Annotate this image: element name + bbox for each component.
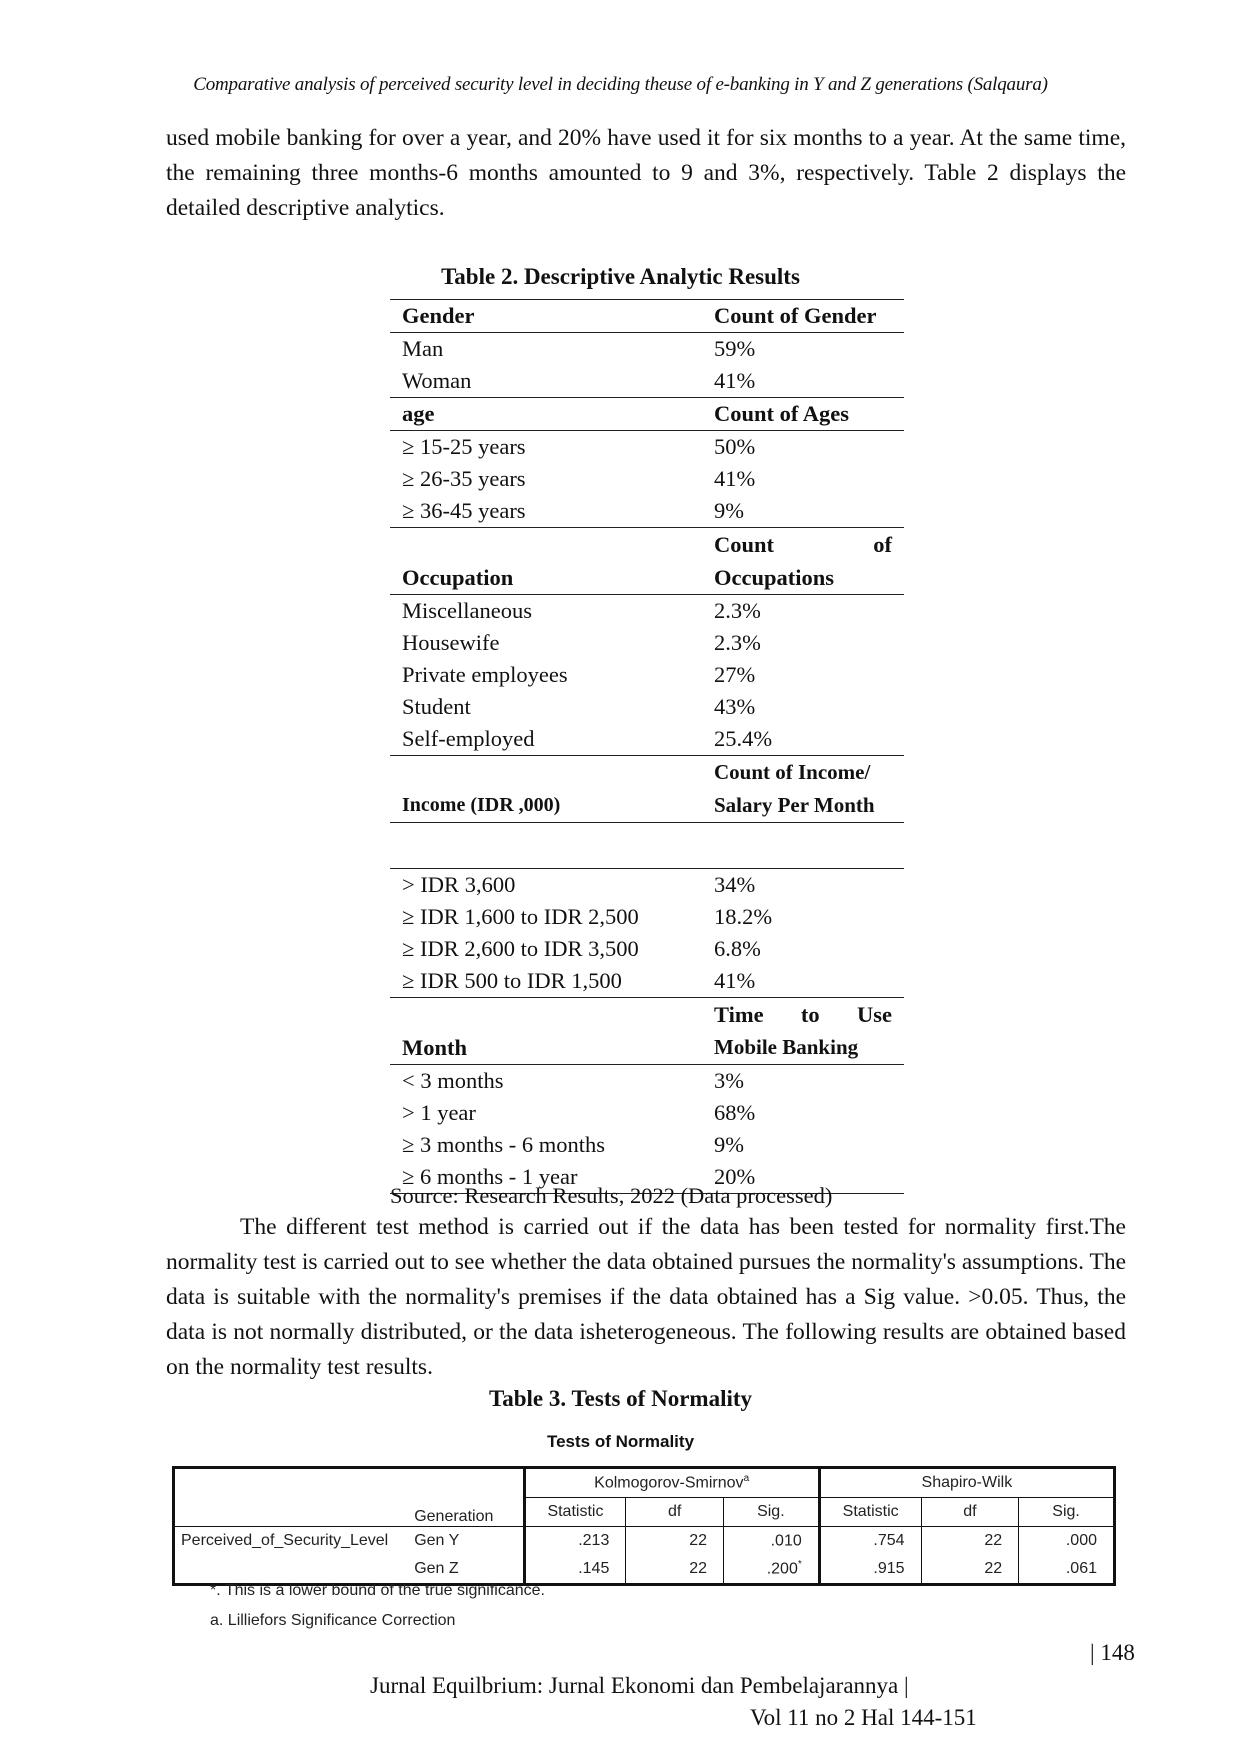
- table-cell: > 1 year: [402, 1100, 476, 1125]
- table-cell: Housewife: [402, 630, 500, 655]
- table-cell: Private employees: [402, 662, 568, 687]
- table-cell: Miscellaneous: [402, 598, 532, 623]
- table-cell: Gen Z: [414, 1560, 459, 1577]
- table-cell: .915: [819, 1555, 921, 1585]
- header-cell: age: [390, 398, 702, 431]
- footnote: a. Lilliefors Significance Correction: [210, 1612, 456, 1629]
- table-row: [174, 1527, 1115, 1556]
- table-cell: .213: [524, 1527, 626, 1556]
- table-row: [390, 823, 904, 869]
- header-text: Count of Income/: [714, 760, 871, 784]
- spss-title: Tests of Normality: [546, 1432, 695, 1451]
- header-cell: Income (IDR ,000): [390, 756, 702, 823]
- table-cell: 41%: [702, 365, 904, 398]
- header-text: Salary Per Month: [714, 793, 875, 817]
- table-cell: 50%: [714, 434, 756, 459]
- table-row: [174, 1468, 1115, 1498]
- table-cell: .061: [1019, 1555, 1115, 1585]
- running-header: Comparative analysis of perceived security level in deciding theuse of e-banking in Y and Z generations (Salqaura): [193, 74, 1048, 95]
- footnote-marker: *: [797, 1559, 802, 1571]
- table-row: [390, 627, 904, 659]
- table2-caption: Table 2. Descriptive Analytic Results: [441, 264, 800, 289]
- table-cell: 3%: [714, 1068, 744, 1093]
- table-cell: ≥ IDR 500 to IDR 1,500: [390, 965, 702, 998]
- footnote: *. This is a lower bound of the true significance.: [210, 1582, 545, 1599]
- table-cell: 59%: [714, 336, 756, 361]
- variable-name: Perceived_of_Security_Level: [174, 1527, 409, 1585]
- table-cell: 2.3%: [714, 598, 761, 623]
- table-row: [390, 1097, 904, 1129]
- table-cell: < 3 months: [402, 1068, 504, 1093]
- table3-caption: Table 3. Tests of Normality: [488, 1386, 753, 1411]
- table-row: [174, 1498, 1115, 1527]
- table-cell: ≥ 36-45 years: [390, 495, 702, 528]
- table-cell: 18.2%: [714, 904, 773, 929]
- table-cell: 9%: [714, 1132, 744, 1157]
- table-cell: ≥ 15-25 years: [402, 434, 526, 459]
- table-row: [390, 901, 904, 933]
- table-cell: 22: [626, 1555, 724, 1585]
- column-header: Sig.: [1019, 1498, 1115, 1527]
- table-cell: [723, 1555, 819, 1585]
- table-cell: 22: [921, 1555, 1019, 1585]
- group-header: Shapiro-Wilk: [819, 1468, 1114, 1498]
- header-cell: [702, 998, 904, 1065]
- table-cell: 2.3%: [714, 630, 761, 655]
- table-cell: 25.4%: [702, 723, 904, 756]
- generation-label: Generation: [414, 1508, 494, 1525]
- table-cell: 22: [921, 1527, 1019, 1556]
- table-cell: 9%: [702, 495, 904, 528]
- table-row: [390, 998, 904, 1065]
- table-cell: 41%: [714, 466, 756, 491]
- table-cell: 34%: [714, 872, 756, 897]
- table-cell: [174, 1498, 409, 1527]
- table-cell: Woman: [390, 365, 702, 398]
- table-cell: 20%: [702, 1161, 904, 1194]
- table-cell: ≥ 3 months - 6 months: [402, 1132, 605, 1157]
- column-header: df: [921, 1498, 1019, 1527]
- table-row: [390, 463, 904, 495]
- table-row: [390, 1129, 904, 1161]
- table-cell: 6.8%: [714, 936, 761, 961]
- header-text: to: [800, 1002, 820, 1027]
- cell-value: .010: [770, 1532, 802, 1550]
- table-cell: [174, 1468, 525, 1498]
- header-cell: Gender: [390, 300, 702, 333]
- journal-line: Jurnal Equilbrium: Jurnal Ekonomi dan Pembelajarannya |: [370, 1673, 909, 1698]
- table-cell: Self-employed: [390, 723, 702, 756]
- paragraph-intro: used mobile banking for over a year, and 20% have used it for six months to a year. At the same time, the remaining three months-6 months amounted to 9 and 3%, respectively. Table 2 displays the detailed descriptive analytics.: [166, 125, 1126, 221]
- table-row: [390, 300, 904, 333]
- table-cell: 27%: [714, 662, 756, 687]
- group-header-text: Kolmogorov-Smirnov: [594, 1474, 744, 1492]
- column-header: Sig.: [723, 1498, 819, 1527]
- table-row: [390, 528, 904, 595]
- header-text: of: [873, 532, 892, 557]
- table-cell: [723, 1527, 819, 1556]
- header-text: Occupations: [714, 565, 835, 590]
- journal-footer: [370, 1670, 977, 1734]
- header-cell: [702, 756, 904, 823]
- table-row: [390, 398, 904, 431]
- table-cell: Student: [402, 694, 471, 719]
- table-row: [390, 431, 904, 464]
- table-cell: 41%: [702, 965, 904, 998]
- table-cell: Gen Y: [408, 1527, 524, 1556]
- group-header: [524, 1468, 819, 1498]
- table-row: [390, 723, 904, 756]
- table-cell: .145: [524, 1555, 626, 1585]
- page-number: | 148: [1090, 1640, 1135, 1665]
- table-cell: Man: [402, 336, 444, 361]
- normality-table: [172, 1466, 1116, 1586]
- table-row: [390, 495, 904, 528]
- header-cell: Count of Gender: [702, 300, 904, 333]
- table-row: [390, 595, 904, 628]
- table-cell: .754: [819, 1527, 921, 1556]
- header-cell: [702, 528, 904, 595]
- table-row: [390, 365, 904, 398]
- header-cell: Occupation: [390, 528, 702, 595]
- column-header: df: [626, 1498, 724, 1527]
- table-row: [390, 869, 904, 902]
- cell-value: .200: [766, 1560, 798, 1578]
- column-header: Statistic: [524, 1498, 626, 1527]
- table-cell: ≥ IDR 2,600 to IDR 3,500: [402, 936, 639, 961]
- table-cell: [702, 823, 904, 869]
- table2-source: Source: Research Results, 2022 (Data processed): [390, 1183, 833, 1208]
- header-cell: Month: [390, 998, 702, 1065]
- table-cell: > IDR 3,600: [402, 872, 516, 897]
- header-text: Count: [714, 532, 775, 557]
- header-text: Time: [714, 1002, 764, 1027]
- table-cell: .000: [1019, 1527, 1115, 1556]
- table-row: [390, 659, 904, 691]
- column-header: Statistic: [819, 1498, 921, 1527]
- paragraph-normality: The different test method is carried out if the data has been tested for normality first.The normality test is carried out to see whether the data obtained pursues the normality's assumptions. The data is suitable with the normality's premises if the data obtained has a Sig value. >0.05. Thus, the data is not normally distributed, or the data isheterogeneous. The following results are obtained based on the normality test results.: [166, 1214, 1126, 1380]
- header-text: Mobile Banking: [714, 1035, 859, 1059]
- table-row: [390, 933, 904, 965]
- table-cell: ≥ 6 months - 1 year: [390, 1161, 702, 1194]
- table-row: [390, 691, 904, 723]
- table-row: [390, 333, 904, 366]
- table-cell: 68%: [714, 1100, 756, 1125]
- table-cell: ≥ IDR 1,600 to IDR 2,500: [402, 904, 639, 929]
- header-cell: Count of Ages: [702, 398, 904, 431]
- table-row: [390, 1065, 904, 1098]
- journal-volume: Vol 11 no 2 Hal 144-151: [750, 1705, 977, 1730]
- header-text: Use: [857, 1002, 892, 1027]
- table-row: [390, 756, 904, 823]
- footnote-marker: a: [743, 1473, 750, 1485]
- descriptive-table: [390, 299, 904, 1194]
- table-cell: 22: [626, 1527, 724, 1556]
- table-cell: [390, 823, 702, 869]
- table-row: [390, 965, 904, 998]
- table-cell: 43%: [714, 694, 756, 719]
- table-cell: ≥ 26-35 years: [402, 466, 526, 491]
